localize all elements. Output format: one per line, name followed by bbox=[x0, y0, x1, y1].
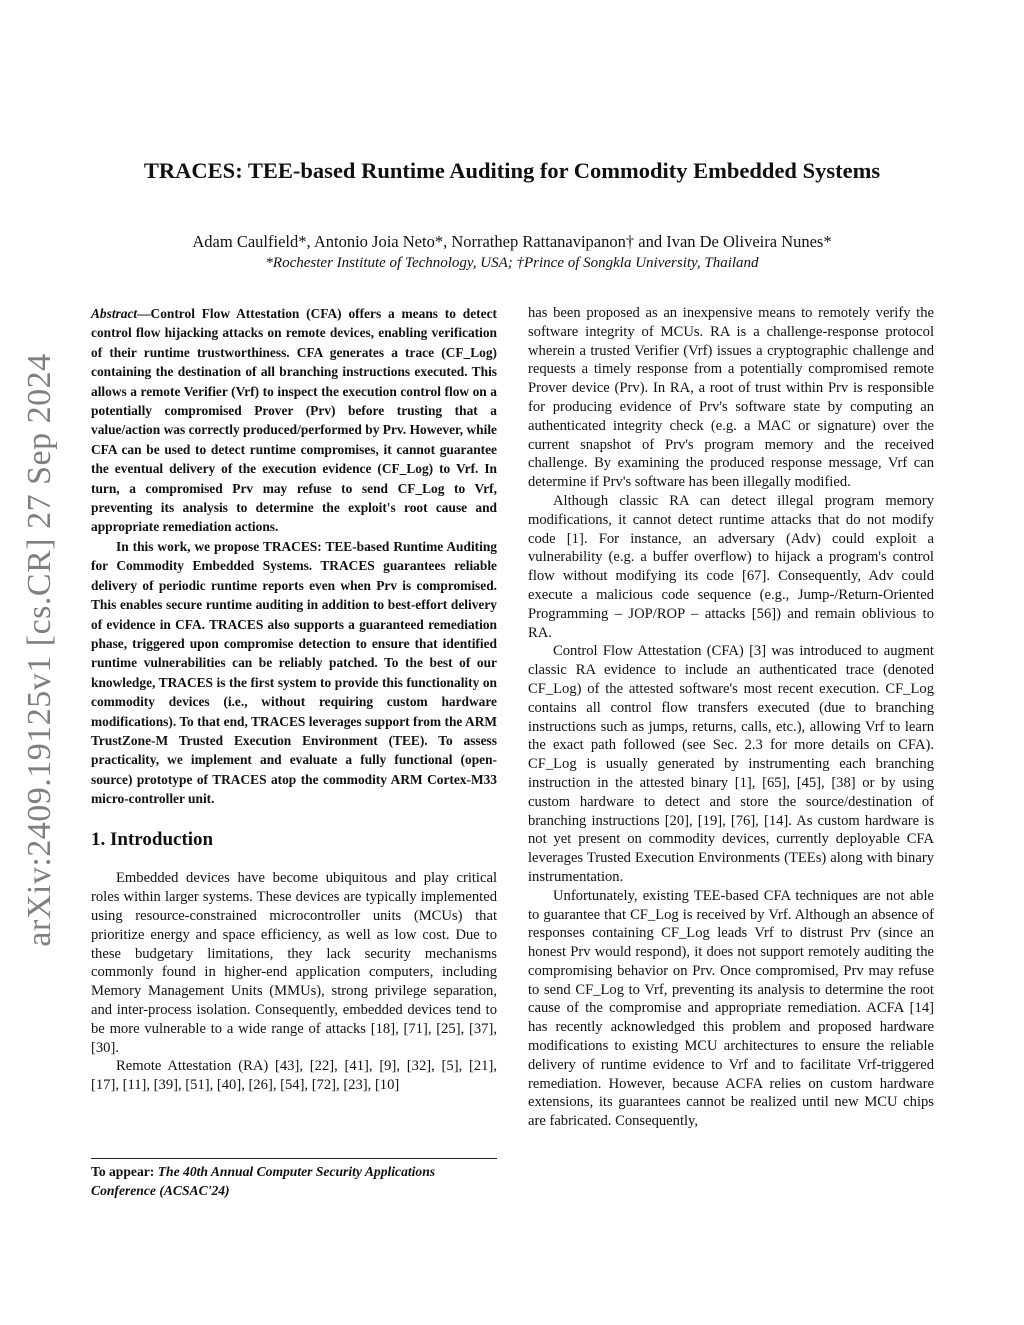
body-paragraph-2: Although classic RA can detect illegal program memory modifications, it cannot detect runtime attacks that do not modify code [1]. For instance, an adversary (Adv) could exploit a vulnerability (e.g. a buffer overflow) to hijack a program's control flow without modifying its code [67]. Consequently, Adv could execute a malicious code sequence (e.g., Jump-/Return-Oriented Programming – JOP/ROP – attacks [56]) and remain oblivious to RA. bbox=[528, 492, 934, 641]
intro-paragraph-1: Embedded devices have become ubiquitous and play critical roles within larger systems. These devices are typically implemented using resource-constrained microcontroller units (MCUs) that prioritize energy and space efficiency, as well as low cost. Due to these budgetary limitations, they lack security mechanisms commonly found in higher-end application computers, including Memory Management Units (MMUs), strong privilege separation, and inter-process isolation. Consequently, embedded devices tend to be more vulnerable to a wide range of attacks [18], [71], [25], [37], [30]. bbox=[91, 870, 497, 1056]
arxiv-stamp bbox=[18, 0, 62, 1325]
affiliations: *Rochester Institute of Technology, USA; †Prince of Songkla University, Thailand bbox=[265, 255, 759, 271]
abstract-paragraph-2: In this work, we propose TRACES: TEE-based Runtime Auditing for Commodity Embedded Systems. TRACES guarantees reliable delivery of periodic runtime reports even when Prv is compromised. This enables secure runtime auditing in addition to best-effort delivery of evidence in CFA. TRACES also supports a guaranteed remediation phase, triggered upon compromise detection to ensure that identified runtime vulnerabilities can be reliably patched. To the best of our knowledge, TRACES is the first system to provide this functionality on commodity devices (i.e., without requiring custom hardware modifications). To that end, TRACES leverages support from the ARM TrustZone-M Trusted Execution Environment (TEE). To assess practicality, we implement and evaluate a fully functional (open-source) prototype of TRACES atop the commodity ARM Cortex-M33 micro-controller unit. bbox=[91, 538, 497, 807]
footnote bbox=[91, 1163, 497, 1201]
arxiv-id: arXiv:2409.19125v1 [cs.CR] 27 Sep 2024 bbox=[21, 353, 58, 947]
footnote-venue: The 40th Annual Computer Security Applications Conference (ACSAC'24) bbox=[91, 1164, 436, 1198]
body-paragraph-1: has been proposed as an inexpensive means to remotely verify the software integrity of MCUs. RA is a challenge-response protocol wherein a trusted Verifier (Vrf) issues a cryptographic challenge and requests a timely response from a potentially compromised remote Prover device (Prv). In RA, a root of trust within Prv is responsible for producing evidence of Prv's software state by computing an authenticated integrity check (e.g. a MAC or signature) over the current snapshot of Prv's program memory and the received challenge. By examining the produced response message, Vrf can determine if Prv's software has been illegally modified. bbox=[528, 305, 934, 491]
footnote-separator bbox=[91, 1158, 497, 1159]
right-column bbox=[528, 304, 934, 1131]
body-paragraph-4: Unfortunately, existing TEE-based CFA techniques are not able to guarantee that CF_Log is received by Vrf. Although an absence of responses containing CF_Log leads Vrf to distrust Prv (since an honest Prv would respond), it does not support remotely auditing the compromising behavior on Prv. Once compromised, Prv may refuse to send CF_Log to Vrf, preventing its analysis to determine the root cause of the compromise and appropriate remediation. ACFA [14] has recently acknowledged this problem and proposed hardware modifications to existing MCU architectures to ensure the reliable delivery of runtime evidence to Vrf and to facilitate Vrf-triggered remediation. However, because ACFA relies on custom hardware extensions, its guarantees cannot be realized until new MCU chips are fabricated. Consequently, bbox=[528, 887, 934, 1130]
author-list: Adam Caulfield*, Antonio Joia Neto*, Norrathep Rattanavipanon† and Ivan De Oliveira Nunes* bbox=[192, 232, 832, 251]
footnote-label: To appear: bbox=[91, 1164, 155, 1179]
body-paragraph-3: Control Flow Attestation (CFA) [3] was introduced to augment classic RA evidence to include an authenticated trace (denoted CF_Log) of the attested software's most recent execution. CF_Log contains all control flow transfers executed (due to branching instructions such as jumps, returns, calls, etc.), allowing Vrf to learn the exact path followed (see Sec. 2.3 for more details on CFA). CF_Log is usually generated by instrumenting each branching instruction in the attested binary [1], [65], [45], [38] or by using custom hardware to detect and store the source/destination of branching instructions [20], [19], [76], [14]. As custom hardware is not yet present on commodity devices, currently deployable CFA leverages Trusted Execution Environments (TEEs) along with binary instrumentation. bbox=[528, 643, 934, 885]
abstract-label: Abstract bbox=[91, 306, 138, 321]
section-heading-introduction: 1. Introduction bbox=[91, 828, 214, 850]
intro-paragraph-2: Remote Attestation (RA) [43], [22], [41], [9], [32], [5], [21], [17], [11], [39], [51], [40], [26], [54], [72], [23], [10] bbox=[91, 1058, 497, 1094]
abstract-paragraph-1 bbox=[91, 304, 497, 537]
left-column bbox=[91, 304, 497, 1095]
abstract-text-1: —Control Flow Attestation (CFA) offers a means to detect control flow hijacking attacks on remote devices, enabling verification of their runtime trustworthiness. CFA generates a trace (CF_Log) containing the destination of all branching instructions executed. This allows a remote Verifier (Vrf) to inspect the execution control flow on a potentially compromised Prover (Prv) before trusting that a value/action was correctly produced/performed by Prv. However, while CFA can be used to detect runtime compromises, it cannot guarantee the eventual delivery of the execution evidence (CF_Log) to Vrf. In turn, a compromised Prv may refuse to send CF_Log to Vrf, preventing its analysis to determine the exploit's root cause and appropriate remediation actions. bbox=[91, 306, 497, 535]
paper-title: TRACES: TEE-based Runtime Auditing for Commodity Embedded Systems bbox=[143, 158, 881, 183]
